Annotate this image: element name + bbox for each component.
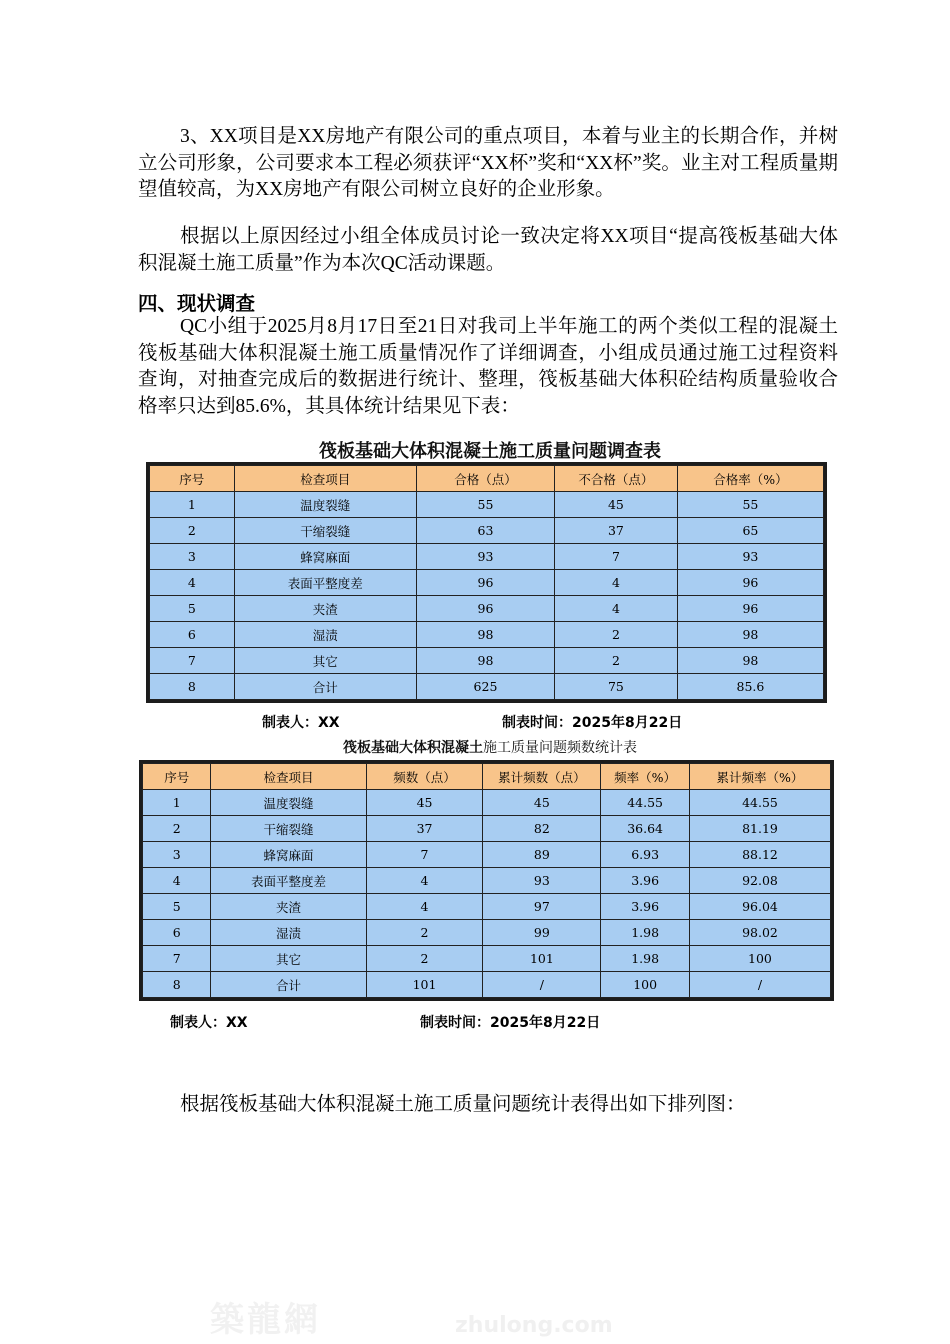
table-cell: 96 [677,570,823,596]
column-header: 合格率（%） [677,466,823,492]
column-header: 频率（%） [601,764,690,790]
table-cell: 45 [554,492,677,518]
table-cell: 37 [554,518,677,544]
table-cell: 2 [554,622,677,648]
table-cell: 75 [554,674,677,700]
table-cell: 7 [150,648,235,674]
table-cell: 表面平整度差 [234,570,416,596]
table-cell: 3 [150,544,235,570]
column-header: 序号 [150,466,235,492]
column-header: 累计频率（%） [689,764,830,790]
table-cell: 45 [483,790,601,816]
table-row [150,544,824,570]
paragraph-status-survey: QC小组于2025月8月17日至21日对我司上半年施工的两个类似工程的混凝土筏板基础大体积混凝土施工质量情况作了详细调查，小组成员通过施工过程资料查询，对抽查完成后的数据进行统计、整理，筏板基础大体积砼结构质量验收合格率只达到85.6%，其具体统计结果见下表： [138,316,838,417]
table-row [150,622,824,648]
table-cell: 6 [143,920,211,946]
table-cell: 96 [416,570,554,596]
paragraph-topic-decision: 根据以上原因经过小组全体成员讨论一致决定将XX项目“提高筏板基础大体积混凝土施工质量”作为本次QC活动课题。 [138,226,838,274]
table-cell: 44.55 [601,790,690,816]
table-cell: / [689,972,830,998]
table-cell: 4 [366,868,483,894]
column-header: 不合格（点） [554,466,677,492]
table-cell: 4 [554,596,677,622]
table-cell: 3 [143,842,211,868]
table-row [143,842,831,868]
table-row [143,894,831,920]
table-cell: 101 [366,972,483,998]
table-cell: 夹渣 [211,894,366,920]
table-cell: 湿渍 [211,920,366,946]
table-row [143,946,831,972]
table-cell: 45 [366,790,483,816]
table-cell: 85.6 [677,674,823,700]
table-cell: 2 [366,920,483,946]
column-header: 序号 [143,764,211,790]
table-cell: 2 [143,816,211,842]
table-cell: 3.96 [601,894,690,920]
table-cell: 63 [416,518,554,544]
frequency-statistics-table [139,760,834,1001]
table-cell: 7 [143,946,211,972]
table-row [143,972,831,998]
table-cell: 98 [677,622,823,648]
table-cell: 55 [416,492,554,518]
table-cell: 98 [677,648,823,674]
table-cell: 2 [554,648,677,674]
table-cell: 44.55 [689,790,830,816]
table-cell: 8 [150,674,235,700]
table-cell: 5 [150,596,235,622]
table-cell: 92.08 [689,868,830,894]
table-cell: 夹渣 [234,596,416,622]
table-cell: 4 [554,570,677,596]
table-cell: 3.96 [601,868,690,894]
table-cell: 4 [143,868,211,894]
column-header: 检查项目 [234,466,416,492]
table-cell: 93 [677,544,823,570]
table-cell: 88.12 [689,842,830,868]
table-cell: 7 [554,544,677,570]
table-cell: 温度裂缝 [211,790,366,816]
table-cell: 7 [366,842,483,868]
table-row [150,674,824,700]
column-header: 合格（点） [416,466,554,492]
table-cell: 合计 [211,972,366,998]
table-cell: 其它 [234,648,416,674]
table-cell: 93 [483,868,601,894]
table-cell: 合计 [234,674,416,700]
table-cell: 55 [677,492,823,518]
table-cell: 6 [150,622,235,648]
table-cell: / [483,972,601,998]
table-cell: 湿渍 [234,622,416,648]
table-header-row [143,764,831,790]
table-cell: 6.93 [601,842,690,868]
table-cell: 表面平整度差 [211,868,366,894]
table-cell: 101 [483,946,601,972]
table-row [150,518,824,544]
column-header: 频数（点） [366,764,483,790]
table-cell: 98.02 [689,920,830,946]
section-heading: 四、现状调查 [138,292,256,315]
table-cell: 其它 [211,946,366,972]
table-cell: 65 [677,518,823,544]
table-row [143,816,831,842]
table-cell: 4 [150,570,235,596]
table-row [150,648,824,674]
table-cell: 1 [143,790,211,816]
table-cell: 82 [483,816,601,842]
table1-date: 制表时间：2025年8月22日 [502,715,683,731]
table-cell: 1.98 [601,946,690,972]
table-row [143,920,831,946]
table-cell: 2 [150,518,235,544]
table-cell: 5 [143,894,211,920]
table2-title-bold: 筏板基础大体积混凝土 [343,740,483,756]
table-cell: 2 [366,946,483,972]
table-cell: 37 [366,816,483,842]
table-row [143,868,831,894]
table2-maker: 制表人：XX [170,1015,248,1031]
table2-title-light: 施工质量问题频数统计表 [483,740,637,756]
table-row [150,570,824,596]
table-cell: 98 [416,648,554,674]
table-cell: 98 [416,622,554,648]
table-row [143,790,831,816]
table-cell: 蜂窝麻面 [234,544,416,570]
table-cell: 1.98 [601,920,690,946]
table-cell: 1 [150,492,235,518]
table-row [150,596,824,622]
table-cell: 97 [483,894,601,920]
table-cell: 625 [416,674,554,700]
table1-title: 筏板基础大体积混凝土施工质量问题调查表 [319,441,661,462]
table-cell: 4 [366,894,483,920]
table2-date: 制表时间：2025年8月22日 [420,1015,601,1031]
table-cell: 99 [483,920,601,946]
watermark-logo: 築龍網 [210,1300,321,1340]
table-cell: 81.19 [689,816,830,842]
table-cell: 干缩裂缝 [234,518,416,544]
table-cell: 36.64 [601,816,690,842]
table-cell: 100 [689,946,830,972]
table-cell: 93 [416,544,554,570]
column-header: 累计频数（点） [483,764,601,790]
table-cell: 温度裂缝 [234,492,416,518]
table-cell: 蜂窝麻面 [211,842,366,868]
quality-survey-table [146,462,827,703]
table-cell: 96 [416,596,554,622]
column-header: 检查项目 [211,764,366,790]
table-cell: 96.04 [689,894,830,920]
table-row [150,492,824,518]
table-cell: 89 [483,842,601,868]
paragraph-pareto-intro: 根据筏板基础大体积混凝土施工质量问题统计表得出如下排列图： [180,1094,746,1115]
watermark-domain: zhulong.com [455,1313,613,1338]
table-header-row [150,466,824,492]
paragraph-project-importance: 3、XX项目是XX房地产有限公司的重点项目，本着与业主的长期合作，并树立公司形象，公司要求本工程必须获评“XX杯”奖和“XX杯”奖。业主对工程质量期望值较高，为XX房地产有限公司树立良好的企业形象。 [138,126,838,200]
table-cell: 96 [677,596,823,622]
table-cell: 8 [143,972,211,998]
table-cell: 100 [601,972,690,998]
table2-title [140,737,840,757]
table1-maker: 制表人：XX [262,715,340,731]
table-cell: 干缩裂缝 [211,816,366,842]
